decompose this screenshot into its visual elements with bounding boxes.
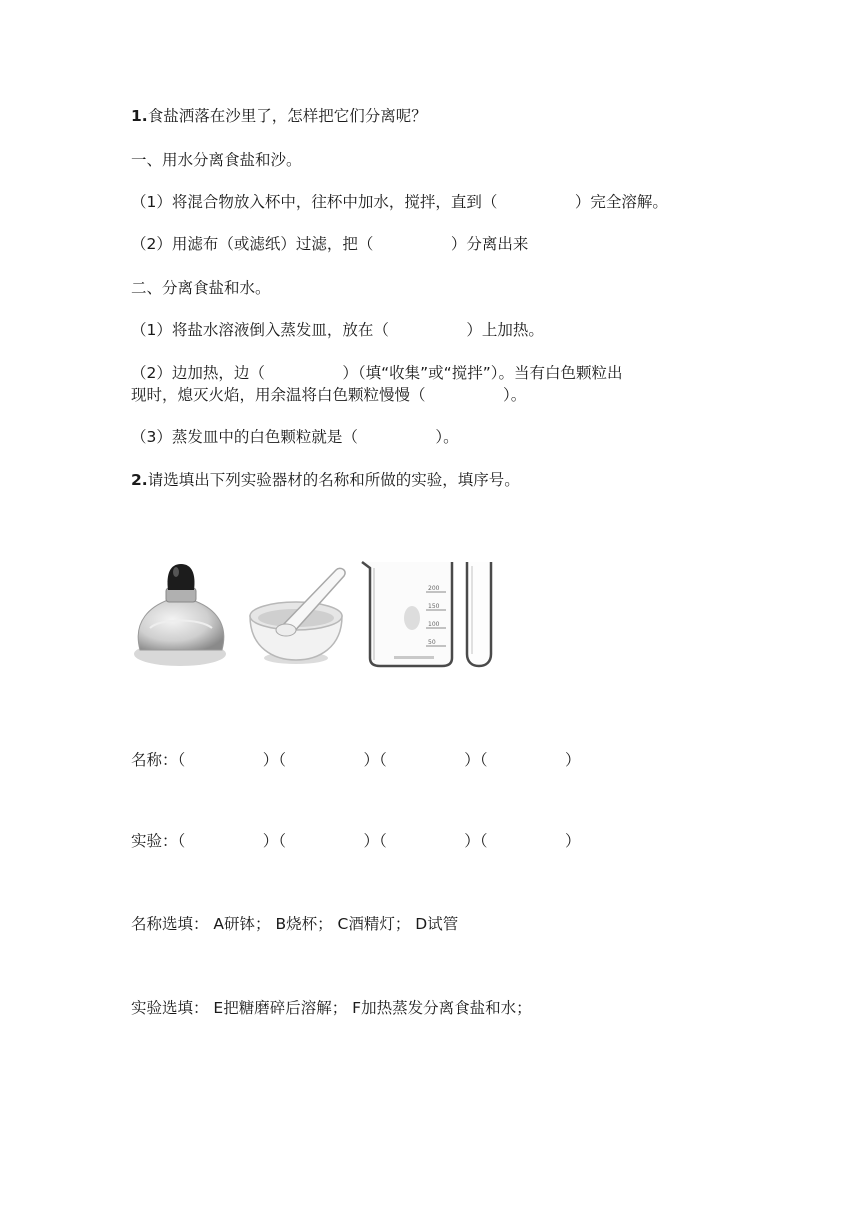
- mortar-and-pestle-icon: [244, 558, 352, 670]
- part-2-step-2-line-1: （2）边加热，边（ ）（填“收集”或“搅拌”）。当有白色颗粒出: [131, 364, 623, 382]
- part-1-heading: 一、用水分离食盐和沙。: [131, 151, 302, 169]
- apparatus-images: [130, 558, 500, 670]
- test-tube-icon: [464, 558, 494, 670]
- alcohol-lamp-icon: [130, 558, 232, 670]
- question-1-title: 1.食盐洒落在沙里了，怎样把它们分离呢？: [131, 107, 427, 125]
- beaker-mark-100: 100: [428, 621, 440, 628]
- names-answer-row: 名称：（ ）（ ）（ ）（ ）: [131, 751, 581, 769]
- beaker-mark-200: 200: [428, 585, 440, 592]
- part-2-step-2-line-2: 现时，熄灭火焰，用余温将白色颗粒慢慢（ ）。: [131, 386, 527, 404]
- beaker-mark-150: 150: [428, 603, 440, 610]
- name-options: 名称选填： A研钵； B烧杯； C酒精灯； D试管: [131, 915, 459, 933]
- question-1-number: 1.: [131, 107, 148, 125]
- beaker-mark-50: 50: [428, 639, 436, 646]
- part-1-step-2: （2）用滤布（或滤纸）过滤，把（ ）分离出来: [131, 235, 529, 253]
- part-2-heading: 二、分离食盐和水。: [131, 279, 271, 297]
- part-1-step-1: （1）将混合物放入杯中，往杯中加水，搅拌，直到（ ）完全溶解。: [131, 193, 668, 211]
- experiments-answer-row: 实验：（ ）（ ）（ ）（ ）: [131, 832, 581, 850]
- part-2-step-1: （1）将盐水溶液倒入蒸发皿，放在（ ）上加热。: [131, 321, 544, 339]
- experiment-options: 实验选填： E把糖磨碎后溶解； F加热蒸发分离食盐和水；: [131, 999, 532, 1017]
- beaker-icon: [360, 558, 458, 670]
- part-2-step-3: （3）蒸发皿中的白色颗粒就是（ ）。: [131, 428, 459, 446]
- question-2-number: 2.: [131, 471, 148, 489]
- question-2-title: 2.请选填出下列实验器材的名称和所做的实验，填序号。: [131, 471, 520, 489]
